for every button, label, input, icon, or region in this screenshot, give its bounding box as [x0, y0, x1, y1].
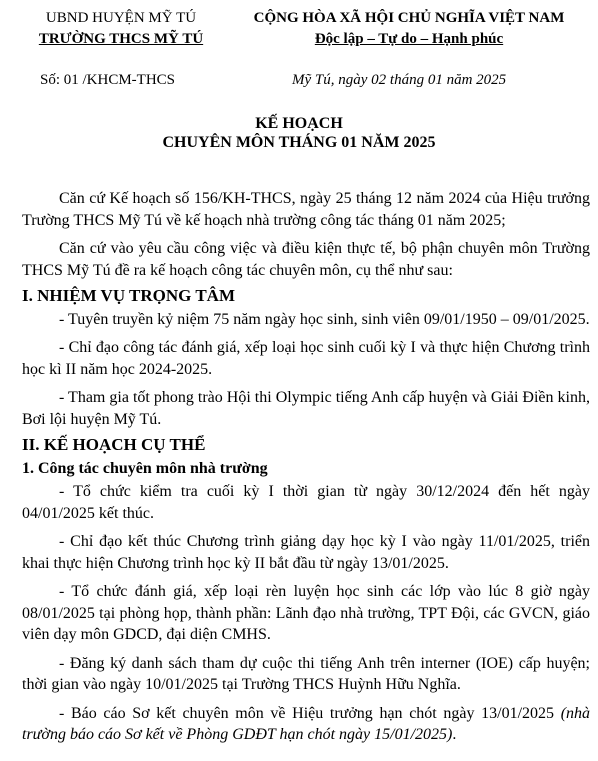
- document-number: Số: 01 /KHCM-THCS: [40, 72, 176, 88]
- list-item: - Chỉ đạo công tác đánh giá, xếp loại học sinh cuối kỳ I và thực hiện Chương trình học kì II năm học 2024-2025.: [22, 339, 590, 378]
- section-heading: I. NHIỆM VỤ TRỌNG TÂM: [22, 286, 235, 305]
- intro-paragraph: Căn cứ vào yêu cầu công việc và điều kiện thực tế, bộ phận chuyên môn Trường THCS Mỹ Tú đề ra kế hoạch công tác chuyên môn, cụ thể như sau:: [22, 240, 590, 279]
- list-item: - Đăng ký danh sách tham dự cuộc thi tiếng Anh trên interner (IOE) cấp huyện; thời gian vào ngày 10/01/2025 tại Trường THCS Huỳnh Hữu Nghĩa.: [22, 654, 590, 693]
- document-subject-title: CHUYÊN MÔN THÁNG 01 NĂM 2025: [162, 134, 436, 151]
- list-item: - Tham gia tốt phong trào Hội thi Olympic tiếng Anh cấp huyện và Giải Điền kinh, Bơi lội huyện Mỹ Tú.: [22, 389, 590, 428]
- org-school: TRƯỜNG THCS MỸ TÚ: [38, 31, 204, 47]
- list-item: - Tổ chức kiểm tra cuối kỳ I thời gian từ ngày 30/12/2024 đến hết ngày 04/01/2025 kết thúc.: [22, 483, 590, 522]
- document-date: Mỹ Tú, ngày 02 tháng 01 năm 2025: [292, 72, 507, 88]
- issuing-org-block: [14, 8, 228, 50]
- list-item-text: - Báo cáo Sơ kết chuyên môn về Hiệu trưởng hạn chót ngày 13/01/2025: [59, 704, 555, 722]
- list-item-note: (nhà trường báo cáo Sơ kết về Phòng GDĐT hạn chót ngày 15/01/2025): [22, 704, 591, 743]
- document-body: [22, 188, 590, 753]
- list-item: - Chỉ đạo kết thúc Chương trình giảng dạy học kỳ I vào ngày 11/01/2025, triển khai thực hiện Chương trình học kỳ II bắt đầu từ ngày 13/01/2025.: [22, 533, 590, 572]
- list-item-end: .: [452, 726, 457, 743]
- document-type-title: KẾ HOẠCH: [255, 115, 343, 132]
- national-motto-block: [228, 8, 590, 50]
- list-item: - Tuyên truyền kỷ niệm 75 năm ngày học sinh, sinh viên 09/01/1950 – 09/01/2025.: [59, 310, 590, 328]
- list-item: [22, 703, 590, 746]
- section-heading: II. KẾ HOẠCH CỤ THỂ: [22, 435, 206, 454]
- subsection-heading: 1. Công tác chuyên môn nhà trường: [22, 459, 268, 477]
- intro-paragraph: Căn cứ Kế hoạch số 156/KH-THCS, ngày 25 tháng 12 năm 2024 của Hiệu trưởng Trường THCS Mỹ Tú về kế hoạch nhà trường công tác tháng 01 năm 2025;: [22, 190, 590, 229]
- nation-name: CỘNG HÒA XÃ HỘI CHỦ NGHĨA VIỆT NAM: [253, 10, 565, 26]
- org-district: UBND HUYỆN MỸ TÚ: [45, 10, 197, 26]
- national-motto: Độc lập – Tự do – Hạnh phúc: [314, 31, 504, 47]
- list-item: - Tổ chức đánh giá, xếp loại rèn luyện học sinh các lớp vào lúc 8 giờ ngày 08/01/2025 tại phòng họp, thành phần: Lãnh đạo nhà trường, TPT Đội, các GVCN, giáo viên dạy môn GDCD, đại diện CMHS.: [22, 583, 590, 643]
